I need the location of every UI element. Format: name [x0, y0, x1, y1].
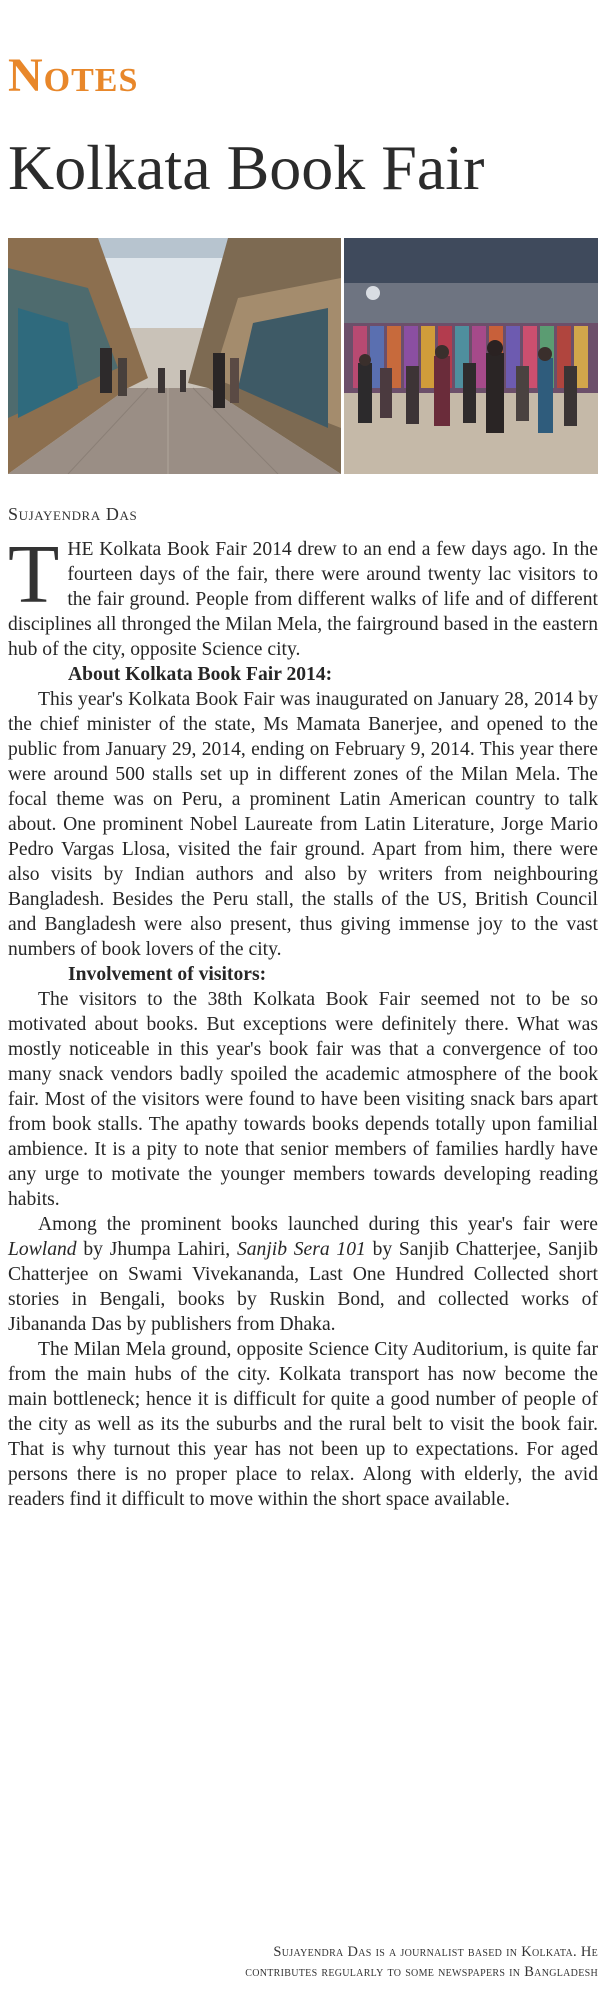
- paragraph-about: This year's Kolkata Book Fair was inaugurated on January 28, 2014 by the chief minister of the state, Ms Mamata Banerjee, and opened to the public from January 29, 2014, ending on February 9, 2014. This year there were around 500 stalls set up in different zones of the Milan Mela. The focal theme was on Peru, a prominent Latin American country to talk about. One prominent Nobel Laureate from Latin Literature, Jorge Mario Pedro Vargas Llosa, visited the fair ground. Apart from him, there were also visits by Indian authors and also by writers from neighbouring Bangladesh. Besides the Peru stall, the stalls of the US, British Council and Bangladesh were also present, thus giving immense joy to the vast numbers of book lovers of the city.: [8, 689, 598, 960]
- photo-fair-crowd: [344, 238, 598, 474]
- paragraph-books: Among the prominent books launched during this year's fair were Lowland by Jhumpa Lahiri, Sanjib Sera 101 by Sanjib Chatterjee, Sanjib Chatterjee on Swami Vivekananda, Last One Hundred Collected short stories in Bengali, books by Ruskin Bond, and collected works of Jibananda Das by publishers from Dhaka.: [8, 1214, 598, 1335]
- author-note-line-1: Sujayendra Das is a journalist based in Kolkata. He: [273, 1944, 598, 1960]
- author-note-line-2: contributes regularly to some newspapers in Bangladesh: [245, 1964, 598, 1980]
- subheading-about: About Kolkata Book Fair 2014:: [68, 664, 333, 685]
- paragraph-transport: The Milan Mela ground, opposite Science City Auditorium, is quite far from the main hubs of the city. Kolkata transport has now become the main bottleneck; hence it is difficult for quite a good number of people of the city as well as its the suburbs and the rural belt to visit the book fair. That is why turnout this year has not been up to expectations. For aged persons there is no proper place to relax. Along with elderly, the avid readers find it difficult to move within the short space available.: [8, 1339, 598, 1510]
- paragraph-visitors: The visitors to the 38th Kolkata Book Fair seemed not to be so motivated about books. But exceptions were definitely there. What was mostly noticeable in this year's book fair was that a convergence of too many snack vendors badly spoiled the academic atmosphere of the book fair. Most of the visitors were found to have been visiting snack bars apart from book stalls. The apathy towards books depends totally upon familial ambience. It is a pity to note that senior members of families hardly have any urge to motivate the younger members towards developing reading habits.: [8, 989, 598, 1210]
- subheading-visitors: Involvement of visitors:: [68, 964, 267, 985]
- article-photos: [8, 238, 598, 474]
- author-note: [8, 1942, 598, 1982]
- lead-paragraph: [8, 528, 598, 662]
- book-title-lowland: Lowland: [8, 1239, 77, 1260]
- article-headline: Kolkata Book Fair: [8, 132, 485, 203]
- byline: Sujayendra Das: [8, 504, 138, 524]
- section-label: Notes: [8, 49, 139, 102]
- article-body: [8, 528, 598, 1512]
- drop-cap: T: [8, 528, 60, 621]
- book-title-sanjib-sera: Sanjib Sera 101: [236, 1239, 366, 1260]
- photo-fair-corridor: [8, 238, 341, 474]
- lead-text: HE Kolkata Book Fair 2014 drew to an end a few days ago. In the fourteen days of the fair, there were around twenty lac visitors to the fair ground. People from different walks of life and of different disciplines all thronged the Milan Mela, the fairground based in the eastern hub of the city, opposite Science city.: [8, 539, 598, 660]
